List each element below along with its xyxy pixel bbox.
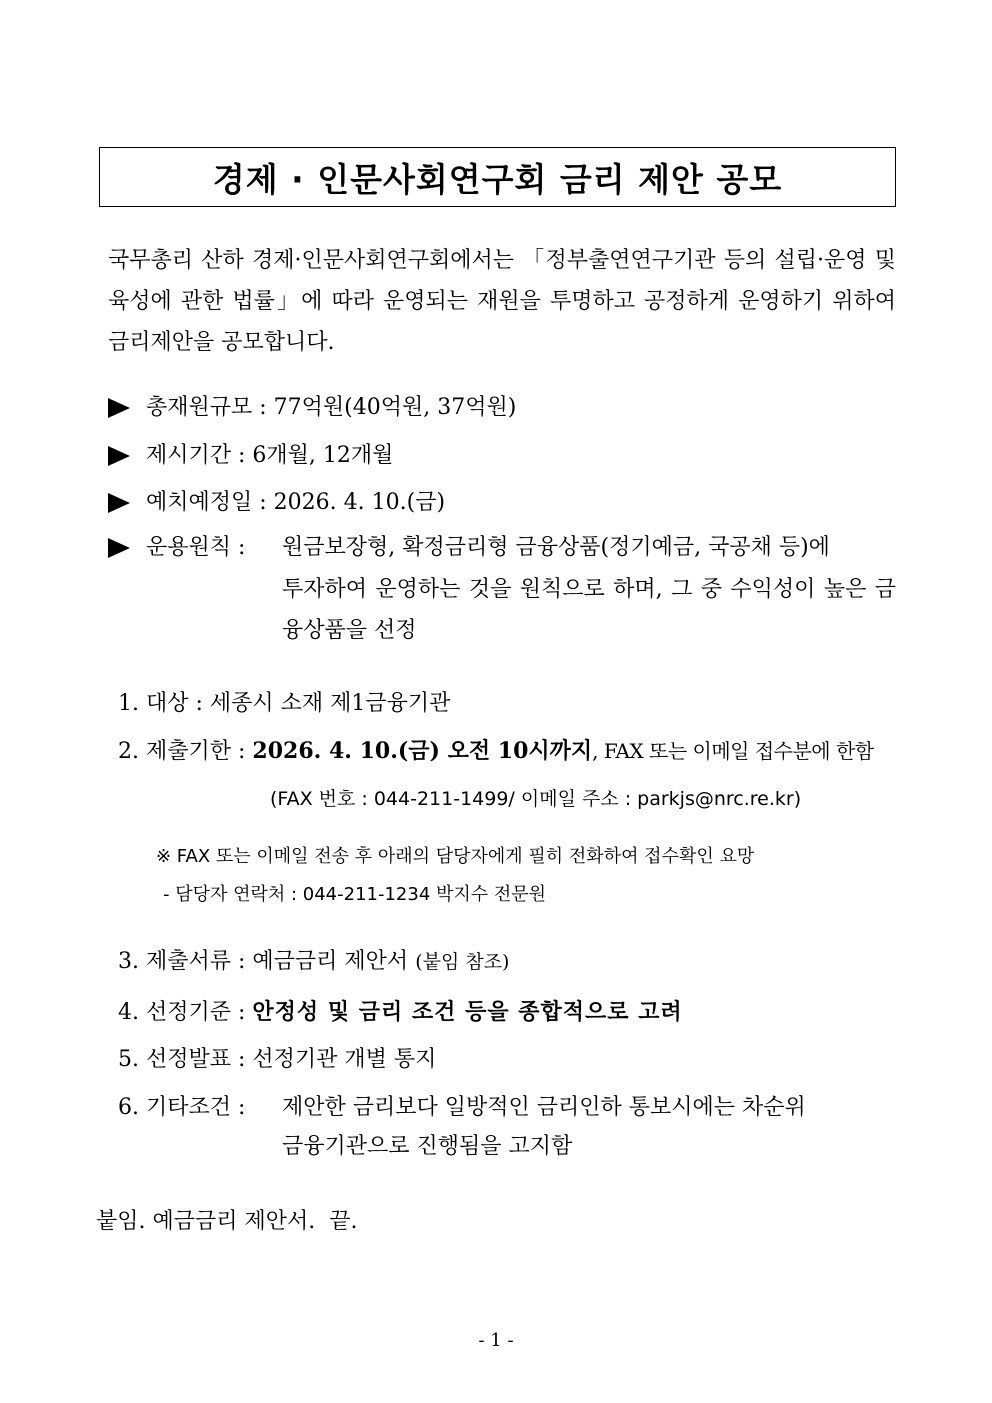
item-number: 4. xyxy=(118,1000,139,1025)
triangle-bullet-icon xyxy=(108,538,130,558)
bullet-value: 77억원(40억원, 37억원) xyxy=(273,395,517,420)
item-value: , FAX 또는 이메일 접수분에 한함 xyxy=(592,739,874,763)
item-value-bold: 안정성 및 금리 조건 등을 종합적으로 고려 xyxy=(252,999,683,1025)
bullet-label: 제시기간 xyxy=(146,443,232,468)
title-box xyxy=(99,147,896,207)
bullet-principle: 운용원칙 : xyxy=(146,535,246,560)
note: ※ FAX 또는 이메일 전송 후 아래의 담당자에게 필히 전화하여 접수확인 요망 xyxy=(156,846,755,867)
item-number: 1. xyxy=(118,691,139,716)
triangle-bullet-icon xyxy=(108,493,130,513)
item-value-note: (붙임 참조) xyxy=(415,951,510,973)
item-value: 선정기관 개별 통지 xyxy=(252,1047,437,1072)
item-documents: 3. 제출서류 : 예금금리 제안서 (붙임 참조) xyxy=(118,949,510,974)
item-criteria: 4. 선정기준 : 안정성 및 금리 조건 등을 종합적으로 고려 xyxy=(118,999,683,1025)
item-number: 6. xyxy=(118,1095,139,1120)
bullet-label: 총재원규모 xyxy=(146,395,253,420)
page-number: - 1 - xyxy=(478,1330,514,1351)
item-other-rest: 금융기관으로 진행됨을 고지함 xyxy=(282,1134,573,1159)
item-target: 1. 대상 : 세종시 소재 제1금융기관 xyxy=(118,691,451,716)
bullet-total-funds: 총재원규모 : 77억원(40억원, 37억원) xyxy=(146,395,517,420)
item-label: 제출기한 xyxy=(146,739,232,764)
bullet-deposit-date: 예치예정일 : 2026. 4. 10.(금) xyxy=(146,490,446,515)
bullet-principle-rest: 투자하여 운영하는 것을 원칙으로 하며, 그 중 수익성이 높은 금융상품을 선정 xyxy=(282,577,896,643)
item-deadline-contact: (FAX 번호 : 044-211-1499/ 이메일 주소 : parkjs@nrc.re.kr) xyxy=(270,788,802,810)
bullet-value: 6개월, 12개월 xyxy=(252,443,394,468)
item-label: 기타조건 xyxy=(146,1095,232,1120)
triangle-bullet-icon xyxy=(108,398,130,418)
item-label: 대상 xyxy=(146,691,189,716)
bullet-value: 2026. 4. 10.(금) xyxy=(273,490,446,515)
item-label: 선정발표 xyxy=(146,1047,232,1072)
item-deadline: 2. 제출기한 : 2026. 4. 10.(금) 오전 10시까지, FAX 또는 이메일 접수분에 한함 xyxy=(118,738,874,764)
bullet-period: 제시기간 : 6개월, 12개월 xyxy=(146,443,394,468)
bullet-principle-line1: 원금보장형, 확정금리형 금융상품(정기예금, 국공채 등)에 xyxy=(282,535,830,560)
bullet-label: 운용원칙 xyxy=(146,535,232,560)
item-label: 선정기준 xyxy=(146,1000,232,1025)
item-label: 제출서류 xyxy=(146,949,232,974)
attachment-line xyxy=(96,1202,358,1242)
item-number: 5. xyxy=(118,1047,139,1072)
end-mark: 끝. xyxy=(329,1209,358,1234)
item-number: 3. xyxy=(118,949,139,974)
bullet-label: 예치예정일 xyxy=(146,490,253,515)
document-title: 경제 · 인문사회연구회 금리 제안 공모 xyxy=(212,159,783,199)
item-other-conditions: 6. 기타조건 : xyxy=(118,1095,246,1120)
item-announcement: 5. 선정발표 : 선정기관 개별 통지 xyxy=(118,1047,437,1072)
item-value: 세종시 소재 제1금융기관 xyxy=(209,691,451,716)
item-number: 2. xyxy=(118,739,139,764)
contact-info: - 담당자 연락처 : 044-211-1234 박지수 전문원 xyxy=(163,884,547,905)
item-value: 예금금리 제안서 xyxy=(252,949,409,974)
item-other-line1: 제안한 금리보다 일방적인 금리인하 통보시에는 차순위 xyxy=(282,1095,806,1120)
item-value-bold: 2026. 4. 10.(금) 오전 10시까지 xyxy=(252,738,593,764)
attachment: 붙임. 예금금리 제안서. xyxy=(96,1209,316,1234)
intro-paragraph: 국무총리 산하 경제·인문사회연구회에서는 「정부출연연구기관 등의 설립·운영 및 육성에 관한 법률」에 따라 운영되는 재원을 투명하고 공정하게 운영하기 위하여 금리제안을 공모합니다. xyxy=(108,248,896,355)
triangle-bullet-icon xyxy=(108,446,130,466)
